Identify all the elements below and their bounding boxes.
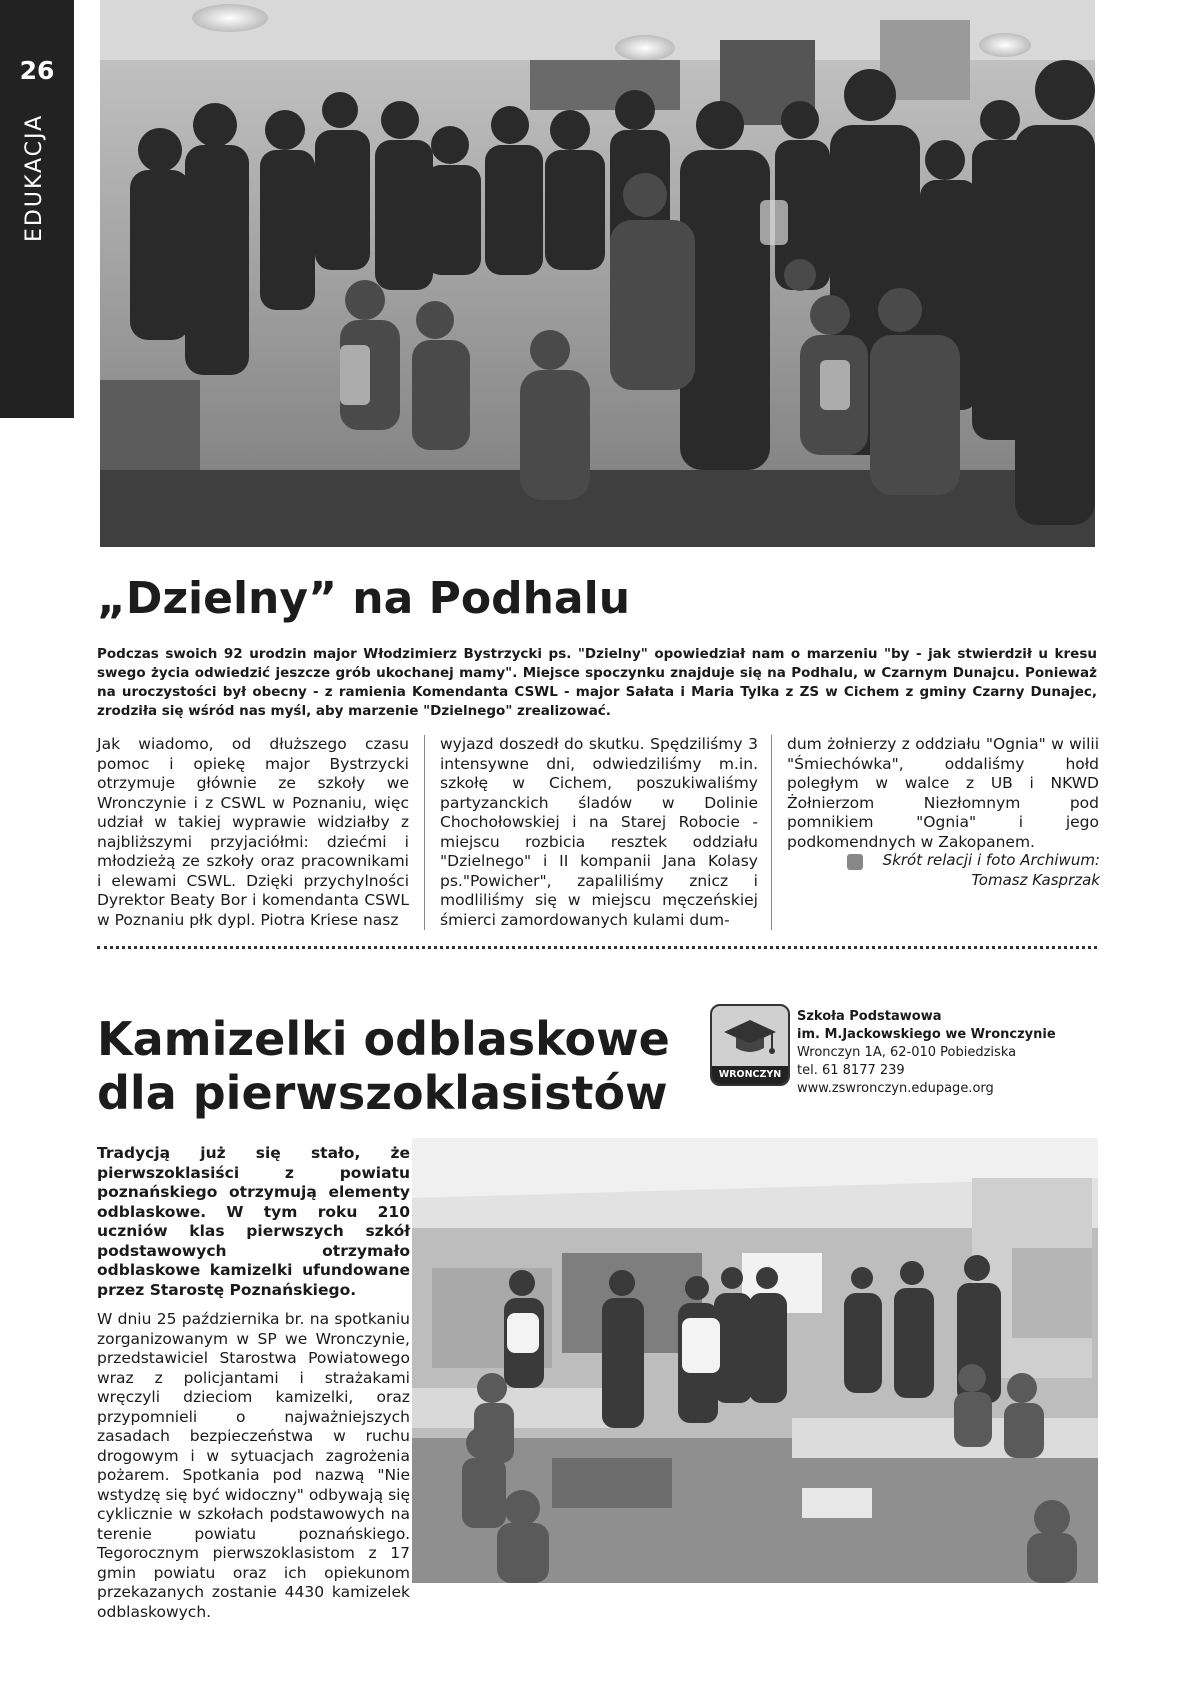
article2-title <box>97 1012 670 1120</box>
column-divider <box>771 735 772 930</box>
classroom-photo <box>412 1138 1098 1583</box>
column-divider <box>424 735 425 930</box>
section-sidebar <box>0 0 74 418</box>
credit-line-1: Skrót relacji i foto Archiwum: <box>882 851 1100 869</box>
article1-column-3: dum żołnierzy z oddziału "Ognia" w wilii "Śmiechówka", oddaliśmy hołd poległym w walce z UB i NKWD Żołnierzom Niezłomnym pod pomnikiem "Ognia" i jego podkomendnych w Zakopanem. <box>787 735 1099 851</box>
article1-column-2: wyjazd doszedł do skutku. Spędziliśmy 3 intensywne dni, odwiedziliśmy m.in. szkołę w Cichem, poszukiwaliśmy partyzanckich śladów w Dolinie Chochołowskiej i na Starej Robocie - miejscu rozbicia resztek oddziału "Dzielnego" i II kompanii Jana Kolasy ps."Powicher", zapaliliśmy znicz i modliliśmy się w miejscu męczeńskiej śmierci zamordowanych kulami dum- <box>440 735 758 929</box>
section-label: EDUKACJA <box>22 113 47 242</box>
article2-body: W dniu 25 października br. na spotkaniu zorganizowanym w SP we Wronczynie, przedstawiciel Starostwa Powiatowego wraz z policjantami i strażakami wręczyli dzieciom kamizelki, oraz przypomnieli o najważniejszych zasadach bezpieczeństwa w ruchu drogowym i w sytuacjach zagrożenia pożarem. Spotkania pod nazwą "Nie wstydzę się być widoczny" odbywają się cyklicznie w szkołach podstawowych na terenie powiatu poznańskiego. Tegorocznym pierwszoklasistom z 17 gmin powiatu oraz ich opiekunom przekazanych zostanie 4430 kamizelek odblaskowych. <box>97 1310 410 1621</box>
photo-credit <box>870 850 1100 890</box>
credit-line-2: Tomasz Kasprzak <box>971 871 1100 889</box>
article1-lead: Podczas swoich 92 urodzin major Włodzimierz Bystrzycki ps. "Dzielny" opowiedział nam o marzeniu "by - jak stwierdził u kresu swego życia odwiedzić jeszcze grób ukochanej mamy". Miejsce spoczynku znajduje się na Podhalu, w Czarnym Dunajcu. Ponieważ na uroczystości był obecny - z ramienia Komendanta CSWL - major Sałata i Maria Tylka z ZS w Cichem z gminy Czarny Dunajec, zrodziła się wśród nas myśl, aby marzenie "Dzielnego" zrealizować. <box>97 646 1097 719</box>
article1-column-1: Jak wiadomo, od dłuższego czasu pomoc i opiekę major Bystrzycki otrzymuje głównie ze szkoły we Wronczynie i z CSWL w Poznaniu, więc udział w takiej wyprawie widziałby z najbliższymi przyjaciółmi: dziećmi i młodzieżą ze szkoły oraz pracownikami i elewami CSWL. Dzięki przychylności Dyrektor Beaty Bor i komendanta CSWL w Poznaniu płk dypl. Piotra Kriese nasz <box>97 735 409 929</box>
group-photo <box>100 0 1095 547</box>
school-logo <box>710 1004 790 1086</box>
school-name-line-1: Szkoła Podstawowa <box>797 1009 942 1024</box>
article2-title-line-2: dla pierwszoklasistów <box>97 1066 668 1120</box>
article1-title: „Dzielny” na Podhalu <box>97 573 631 624</box>
school-contact-info <box>797 1008 1056 1098</box>
school-address: Wronczyn 1A, 62-010 Pobiedziska <box>797 1045 1017 1060</box>
school-phone: tel. 61 8177 239 <box>797 1063 905 1078</box>
school-logo-label: WRONCZYN <box>712 1066 788 1084</box>
school-name-line-2: im. M.Jackowskiego we Wronczynie <box>797 1027 1056 1042</box>
graduation-cap-icon <box>724 1016 776 1058</box>
article2-lead: Tradycją już się stało, że pierwszoklasiści z powiatu poznańskiego otrzymują elementy odblaskowe. W tym roku 210 uczniów klas pierwszych szkół podstawowych otrzymało odblaskowe kamizelki ufundowane przez Starostę Poznańskiego. <box>97 1144 410 1299</box>
article2-title-line-1: Kamizelki odblaskowe <box>97 1012 670 1066</box>
article-separator <box>97 946 1097 949</box>
school-website: www.zswronczyn.edupage.org <box>797 1081 994 1096</box>
page-number: 26 <box>19 56 55 85</box>
credit-marker <box>847 854 863 870</box>
